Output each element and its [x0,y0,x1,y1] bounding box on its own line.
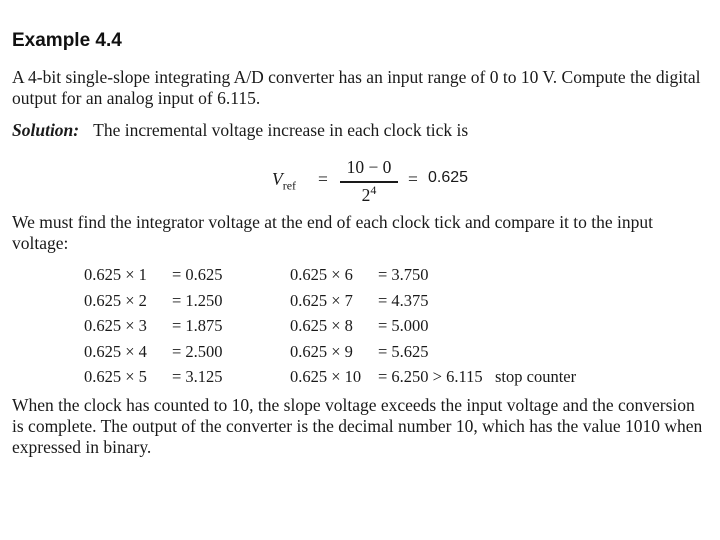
calc-result: = 3.750 [378,265,429,284]
formula-lhs [272,169,296,194]
denominator-exponent: 4 [370,183,377,197]
calc-expression: 0.625 × 2 [84,290,147,310]
calc-result: = 1.250 [172,290,223,310]
solution-intro: The incremental voltage increase in each clock tick is [93,120,469,140]
calc-row [84,364,223,390]
calc-result: = 0.625 [172,265,223,284]
calc-expression: 0.625 × 8 [290,316,353,335]
formula-equals-2: = [408,169,418,189]
calc-result: = 5.625 [378,341,429,361]
calc-result: = 1.875 [172,316,223,335]
calc-row [290,364,576,390]
calc-expression: 0.625 × 9 [290,341,353,361]
calculation-column-left [84,262,223,390]
explanation-paragraph: We must find the integrator voltage at the end of each clock tick and compare it to the input voltage: [12,212,654,253]
formula-lhs-subscript: ref [282,178,297,193]
calc-expression: 0.625 × 4 [84,341,147,361]
solution-label: Solution: [12,120,80,140]
calc-expression: 0.625 × 6 [290,265,353,284]
calc-expression: 0.625 × 3 [84,316,147,335]
calc-row [290,262,576,288]
calc-row [290,313,576,339]
formula-numerator: 10 − 0 [346,157,392,177]
calc-row [84,313,223,339]
calc-result: = 2.500 [172,341,223,361]
calculation-column-right [290,262,576,390]
formula-lhs-symbol: V [272,169,283,189]
calc-row [84,288,223,314]
calc-row [290,339,576,365]
calc-expression: 0.625 × 7 [290,290,353,310]
problem-statement: A 4-bit single-slope integrating A/D converter has an input range of 0 to 10 V. Compute the digital output for an analog input of 6.115. [12,67,701,108]
calc-row [84,262,223,288]
solution-line [12,120,468,141]
formula-result: 0.625 [428,169,469,186]
calc-result: = 5.000 [378,316,429,335]
calc-expression: 0.625 × 5 [84,367,147,386]
calc-row [84,339,223,365]
calc-result: = 6.250 > 6.115 stop counter [378,367,577,386]
calc-row [290,288,576,314]
calc-expression: 0.625 × 10 [290,367,362,386]
calc-result: = 3.125 [172,367,223,386]
example-heading: Example 4.4 [12,30,122,51]
formula-denominator [340,183,398,206]
vref-formula [272,157,472,209]
calc-expression: 0.625 × 1 [84,265,147,284]
calc-result: = 4.375 [378,290,429,310]
denominator-base: 2 [361,184,371,205]
formula-equals-1: = [318,169,328,189]
conclusion-paragraph: When the clock has counted to 10, the slope voltage exceeds the input voltage and the conversion is complete. The output of the converter is the decimal number 10, which has the value 1010 when expressed in binary. [12,395,703,457]
